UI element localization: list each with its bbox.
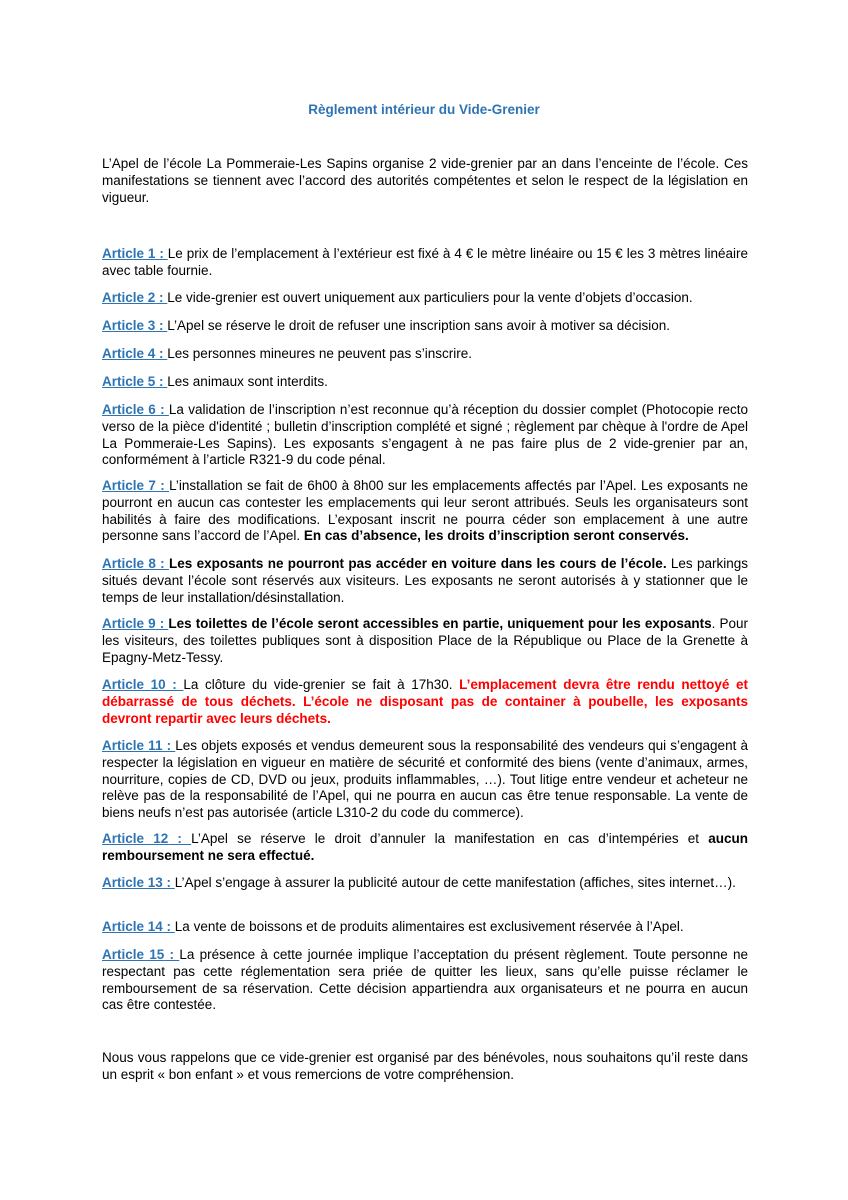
article-separator: : [155,374,168,389]
article-label: Article 15 [102,947,165,962]
article-text: Le vide-grenier est ouvert uniquement aux particuliers pour la vente d’objets d’occasion. [167,290,693,305]
intro-paragraph: L’Apel de l’école La Pommeraie-Les Sapins organise 2 vide-grenier par an dans l’enceinte de l’école. Ces manifestations se tiennent avec l’accord des autorités compétentes et selon le respect de la législation en vigueur. [102,156,748,205]
article-text: Les objets exposés et vendus demeurent sous la responsabilité des vendeurs qui s’engagent à respecter la législation en vigueur en matière de sécurité et conformité des biens (vente d’animaux, armes, nourriture, copies de CD, DVD ou jeux, produits inflammables, …). Tout litige entre vendeur et acheteur ne relève pas de la responsabilité de l’Apel, qui ne pourra en aucun cas être tenue responsable. La vente de biens neufs n’est pas autorisée (article L310-2 du code du commerce). [102,738,748,821]
article-separator: : [155,478,170,493]
article-9 [102,616,748,666]
article-1 [102,246,748,280]
article-label: Article 2 [102,290,156,305]
article-separator: : [155,346,168,361]
article-text: Les parkings situés devant l’école sont réservés aux visiteurs. Les exposants ne seront autorisés à y stationner que le temps de leur installation/désinstallation. [102,556,749,605]
article-2 [102,290,748,307]
article-text: La présence à cette journée implique l’acceptation du présent règlement. Toute personne ne respectant pas cette réglementation sera priée de quitter les lieux, sans qu’elle puisse réclamer le remboursement de sa réservation. Cette décision appartiendra aux organisateurs et ne pourra en aucun cas être contestée. [102,947,748,1013]
article-label: Article 5 [102,374,156,389]
article-label: Article 10 [102,677,166,692]
article-label: Article 13 [102,875,163,890]
article-separator: : [164,947,180,962]
article-6 [102,402,748,469]
article-5 [102,374,748,391]
article-11 [102,738,748,822]
article-separator: : [162,919,175,934]
page-title: Règlement intérieur du Vide-Grenier [308,102,540,117]
article-10 [102,677,748,727]
article-separator: : [155,290,168,305]
closing-paragraph: Nous vous rappelons que ce vide-grenier est organisé par des bénévoles, nous souhaitons qu’il reste dans un esprit « bon enfant » et vous remercions de votre compréhension. [102,1050,748,1082]
article-emphasis: En cas d’absence, les droits d’inscription seront conservés. [303,528,689,544]
article-text: L’installation se fait de 6h00 à 8h00 sur les emplacements affectés par l’Apel. Les exposants ne pourront en aucun cas contester les emplacements qui leur seront attribués. Seuls les organisateurs sont habilités à faire des modifications. L’exposant inscrit ne pourra céder son emplacement à une autre personne sans l’accord de l’Apel. [102,478,749,544]
article-label: Article 3 [102,318,156,333]
article-separator: : [162,875,175,890]
article-12 [102,831,748,865]
article-4 [102,346,748,363]
article-text: Les animaux sont interdits. [167,374,328,389]
article-text: L’Apel s’engage à assurer la publicité autour de cette manifestation (affiches, sites internet…). [174,875,736,890]
article-text: La validation de l’inscription n’est reconnue qu’à réception du dossier complet (Photocopie recto verso de la pièce d'identité ; bulletin d’inscription complété et signé ; règlement par chèque à l'ordre de Apel La Pommeraie-Les Sapins). Les exposants s’engagent à ne pas faire plus de 2 vide-grenier par an, conformément à l’article R321-9 du code pénal. [102,402,749,468]
article-text: L’Apel se réserve le droit de refuser une inscription sans avoir à motiver sa décision. [167,318,671,333]
article-separator: : [155,556,170,571]
article-separator: : [155,616,169,631]
article-label: Article 8 [102,556,156,571]
article-label: Article 7 [102,478,156,493]
article-separator: : [165,677,184,692]
article-separator: : [168,831,192,846]
article-label: Article 6 [102,402,156,417]
article-text: Le prix de l’emplacement à l’extérieur est fixé à 4 € le mètre linéaire ou 15 € les 3 mètres linéaire avec table fournie. [102,246,748,278]
article-warning: L’emplacement devra être rendu nettoyé et débarrassé de tous déchets. L’école ne disposant pas de container à poubelle, les exposants devront repartir avec leurs déchets. [102,677,748,726]
article-label: Article 9 [102,616,156,631]
article-separator: : [155,318,168,333]
article-text: . Pour les visiteurs, des toilettes publiques sont à disposition Place de la République ou Place de la Grenette à Epagny-Metz-Tessy. [102,616,748,665]
article-text: Les personnes mineures ne peuvent pas s’inscrire. [167,346,472,361]
article-text: La clôture du vide-grenier se fait à 17h30. [183,677,460,692]
article-emphasis: aucun remboursement ne sera effectué. [102,831,748,863]
article-label: Article 14 [102,919,163,934]
article-15 [102,947,748,1014]
article-separator: : [155,402,169,417]
article-13 [102,875,748,892]
article-3 [102,318,748,335]
article-text: L’Apel se réserve le droit d’annuler la manifestation en cas d’intempéries et [191,831,709,846]
article-label: Article 1 [102,246,156,261]
article-8 [102,556,748,606]
article-14 [102,919,748,936]
article-separator: : [162,738,176,753]
article-text: La vente de boissons et de produits alimentaires est exclusivement réservée à l’Apel. [174,919,684,934]
article-separator: : [155,246,168,261]
article-emphasis: Les exposants ne pourront pas accéder en voiture dans les cours de l’école. [169,556,667,571]
article-7 [102,478,748,545]
article-label: Article 12 [102,831,169,846]
article-label: Article 4 [102,346,156,361]
article-emphasis: Les toilettes de l’école seront accessibles en partie, uniquement pour les exposants [168,616,712,631]
article-label: Article 11 [102,738,163,753]
